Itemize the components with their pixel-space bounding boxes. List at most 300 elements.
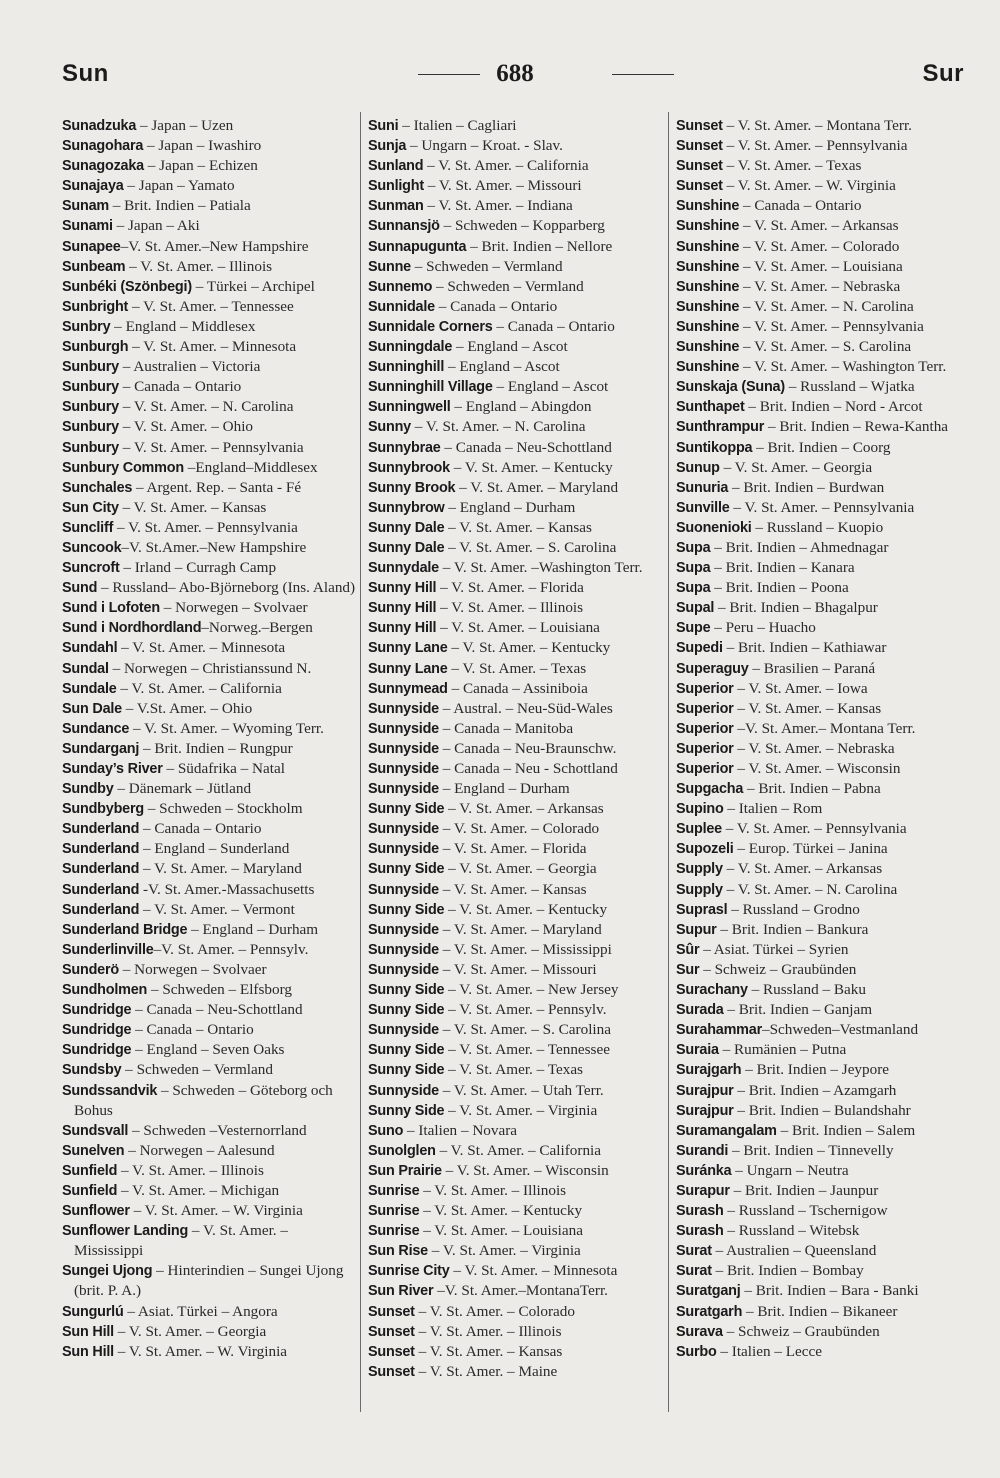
running-head-right: Sur xyxy=(922,60,964,87)
gazetteer-entry xyxy=(62,237,358,257)
entry-location: – V. St. Amer. – New Jersey xyxy=(444,981,619,999)
entry-location: – Brit. Indien – Poona xyxy=(710,579,849,597)
gazetteer-entry xyxy=(368,779,664,799)
entry-location: – V. St. Amer. – Pennsylvania xyxy=(118,438,304,456)
entry-location: – Japan – Uzen xyxy=(136,117,234,134)
entry-location: – Türkei – Archipel xyxy=(191,277,315,295)
entry-term: Supa xyxy=(676,580,711,597)
gazetteer-entry xyxy=(368,337,664,357)
gazetteer-entry xyxy=(62,116,358,136)
entry-location: – Irland – Curragh Camp xyxy=(119,559,277,577)
entry-location: – Brit. Indien – Nellore xyxy=(466,237,613,255)
gazetteer-entry xyxy=(368,1322,664,1342)
entry-term: Sundal xyxy=(62,660,109,677)
gazetteer-entry xyxy=(62,960,358,980)
gazetteer-entry xyxy=(62,880,358,900)
entry-location: – V. St. Amer. – Louisiana xyxy=(419,1222,583,1240)
entry-term: Sunny Side xyxy=(368,901,445,918)
entry-location: – V. St. Amer. – W. Virginia xyxy=(129,1202,303,1220)
gazetteer-entry xyxy=(62,940,358,960)
entry-location: – Italien – Novara xyxy=(403,1121,518,1139)
entry-location: – V. St. Amer. – Texas xyxy=(447,659,587,677)
gazetteer-entry xyxy=(368,638,664,658)
entry-location: – V. St. Amer. – Maryland xyxy=(438,920,602,938)
gazetteer-entry xyxy=(676,1060,972,1080)
entry-location: – Rumänien – Putna xyxy=(718,1041,847,1059)
gazetteer-entry xyxy=(62,216,358,236)
entry-term: Sunami xyxy=(62,218,113,235)
entry-location: – V. St. Amer. – Minnesota xyxy=(449,1262,618,1280)
entry-location: – V. St. Amer. – Florida xyxy=(436,579,584,597)
gazetteer-entry xyxy=(368,116,664,136)
entry-term: Sunnyside xyxy=(368,781,439,798)
entry-term: Sunbury xyxy=(62,359,119,376)
gazetteer-entry xyxy=(368,1302,664,1322)
entry-term: Supgacha xyxy=(676,781,744,798)
entry-location: – V. St. Amer. – Nebraska xyxy=(739,277,901,295)
entry-term: Sun Hill xyxy=(62,1343,114,1360)
entry-location: – V. St. Amer. – Iowa xyxy=(733,679,868,697)
gazetteer-columns xyxy=(58,112,972,1412)
gazetteer-entry xyxy=(62,176,358,196)
entry-term: Sunshine xyxy=(676,258,740,275)
entry-term: Sunny Side xyxy=(368,982,445,999)
entry-term: Supedi xyxy=(676,640,723,657)
gazetteer-entry xyxy=(368,216,664,236)
column-divider xyxy=(360,112,361,1412)
entry-location: – V. St. Amer. – Tennessee xyxy=(444,1041,610,1059)
gazetteer-entry xyxy=(368,940,664,960)
entry-location: – Schweden – Elfsborg xyxy=(147,981,292,999)
column-1 xyxy=(62,116,358,1362)
entry-location: – V. St. Amer. – Texas xyxy=(722,157,862,175)
entry-location: – Canada – Ontario xyxy=(139,820,262,838)
gazetteer-entry xyxy=(676,558,972,578)
entry-term: Sunbury xyxy=(62,419,119,436)
gazetteer-entry xyxy=(676,940,972,960)
entry-term: Sunnyside xyxy=(368,761,439,777)
entry-term: Surava xyxy=(676,1323,723,1340)
gazetteer-entry xyxy=(368,1141,664,1161)
entry-location: – Canada – Ontario xyxy=(434,297,558,315)
entry-location: – Norwegen – Svolvaer xyxy=(159,599,308,617)
entry-location: – Asiat. Türkei – Syrien xyxy=(699,940,849,958)
gazetteer-entry xyxy=(62,417,358,437)
gazetteer-entry xyxy=(676,1261,972,1281)
gazetteer-entry xyxy=(62,277,358,297)
entry-term: Sunchales xyxy=(62,479,133,496)
entry-term: Sunfield xyxy=(62,1182,118,1199)
gazetteer-entry xyxy=(368,739,664,759)
entry-term: Sunset xyxy=(676,178,723,195)
entry-location: – Australien – Victoria xyxy=(118,358,261,376)
gazetteer-entry xyxy=(62,980,358,1000)
gazetteer-entry xyxy=(62,1342,358,1362)
entry-term: Supply xyxy=(676,861,723,878)
gazetteer-entry xyxy=(676,438,972,458)
gazetteer-entry xyxy=(368,136,664,156)
gazetteer-entry xyxy=(676,980,972,1000)
entry-term: Sun Hill xyxy=(62,1323,114,1340)
entry-location: – England – Seven Oaks xyxy=(131,1041,285,1059)
gazetteer-entry xyxy=(676,1141,972,1161)
entry-term: Sunadzuka xyxy=(62,118,137,134)
entry-location: – Brit. Indien – Azamgarh xyxy=(733,1081,897,1099)
entry-term: Sundholmen xyxy=(62,982,148,999)
entry-location: –V. St. Amer.–MontanaTerr. xyxy=(433,1282,608,1300)
gazetteer-entry xyxy=(676,1020,972,1040)
gazetteer-entry xyxy=(676,638,972,658)
entry-location: – V. St. Amer. – Pennsylvania xyxy=(113,518,298,536)
entry-location: – V. St. Amer. – Maryland xyxy=(139,860,302,878)
entry-term: Sunny Side xyxy=(368,1102,445,1119)
gazetteer-entry xyxy=(676,598,972,618)
entry-location: – Schweden –Vesternorrland xyxy=(128,1121,307,1139)
entry-term: Sundridge xyxy=(62,1022,132,1039)
gazetteer-entry xyxy=(368,859,664,879)
entry-term: Sunnyside xyxy=(368,881,439,898)
entry-location: – V. St. Amer. – Minnesota xyxy=(128,338,297,356)
entry-location: – Ungarn – Neutra xyxy=(731,1161,849,1179)
gazetteer-entry xyxy=(62,679,358,699)
entry-location: – Brit. Indien – Nord - Arcot xyxy=(744,398,923,416)
gazetteer-entry xyxy=(676,196,972,216)
gazetteer-entry xyxy=(62,337,358,357)
entry-term: Sunnansjö xyxy=(368,218,440,235)
gazetteer-entry xyxy=(62,458,358,478)
entry-term: Suncroft xyxy=(62,560,120,577)
gazetteer-entry xyxy=(62,1161,358,1181)
entry-term: Sunny Lane xyxy=(368,660,448,677)
entry-location: – Brasilien – Paraná xyxy=(748,659,876,677)
entry-location: – V. St. Amer. – Minnesota xyxy=(117,639,286,657)
gazetteer-entry xyxy=(368,960,664,980)
gazetteer-entry xyxy=(368,1362,664,1382)
gazetteer-entry xyxy=(676,1281,972,1301)
entry-location: – Norwegen – Aalesund xyxy=(124,1141,275,1159)
entry-location: – England – Ascot xyxy=(452,338,568,356)
entry-location: – Canada – Neu - Schottland xyxy=(438,760,618,777)
entry-term: Sunday’s River xyxy=(62,761,163,777)
gazetteer-entry xyxy=(62,397,358,417)
entry-term: Sunelven xyxy=(62,1142,125,1159)
entry-term: Sungei Ujong xyxy=(62,1263,153,1280)
entry-location: – Europ. Türkei – Janina xyxy=(733,840,888,858)
entry-term: Suprasl xyxy=(676,901,728,918)
entry-term: Sundahl xyxy=(62,640,118,657)
entry-term: Sunnyside xyxy=(368,1022,439,1039)
gazetteer-entry xyxy=(368,659,664,679)
entry-location: – Schweden – Vermland xyxy=(432,277,584,295)
gazetteer-entry xyxy=(368,1101,664,1121)
gazetteer-entry xyxy=(676,819,972,839)
entry-term: Sunnyside xyxy=(368,821,439,838)
entry-term: Surahammar xyxy=(676,1022,762,1039)
entry-term: Sunset xyxy=(676,138,723,155)
entry-term: Suncook xyxy=(62,539,122,556)
gazetteer-entry xyxy=(676,1000,972,1020)
entry-term: Sunrise xyxy=(368,1182,420,1199)
gazetteer-entry xyxy=(62,558,358,578)
entry-term: Sunbury xyxy=(62,439,119,456)
gazetteer-entry xyxy=(676,1040,972,1060)
entry-term: Sunnyside xyxy=(368,720,439,737)
entry-term: Sunnemo xyxy=(368,278,433,295)
entry-term: Sunshine xyxy=(676,339,740,356)
entry-term: Supino xyxy=(676,801,724,818)
entry-term: Sunolglen xyxy=(368,1142,436,1159)
entry-location: – V. St. Amer. – Illinois xyxy=(414,1322,562,1340)
entry-term: Sunland xyxy=(368,158,424,175)
entry-location: – Austral. – Neu-Süd-Wales xyxy=(438,699,613,717)
gazetteer-entry xyxy=(368,417,664,437)
gazetteer-entry xyxy=(62,1000,358,1020)
entry-term: Sunderland xyxy=(62,901,140,918)
entry-location: – V. St. Amer. – Pennsylvania xyxy=(721,820,907,838)
entry-location: – V. St. Amer. – Kentucky xyxy=(447,639,611,657)
entry-term: Sûr xyxy=(676,941,700,958)
entry-location: – V. St. Amer. – Kansas xyxy=(438,880,587,898)
entry-location: – V. St. Amer. – Florida xyxy=(438,840,587,858)
entry-term: Sundridge xyxy=(62,1042,132,1059)
gazetteer-entry xyxy=(676,799,972,819)
entry-term: Sun River xyxy=(368,1283,434,1300)
entry-term: Sund i Lofoten xyxy=(62,600,160,617)
entry-location: – Brit. Indien – Patiala xyxy=(108,197,251,215)
gazetteer-entry xyxy=(676,317,972,337)
entry-term: Sunshine xyxy=(676,318,740,335)
entry-term: Sunnyside xyxy=(368,740,439,757)
gazetteer-entry xyxy=(62,739,358,759)
gazetteer-entry xyxy=(368,1040,664,1060)
entry-term: Sunny Side xyxy=(368,1002,445,1019)
gazetteer-entry xyxy=(676,1241,972,1261)
entry-term: Sunne xyxy=(368,258,411,275)
entry-location: – Brit. Indien – Bikaneer xyxy=(742,1302,898,1320)
gazetteer-entry xyxy=(62,317,358,337)
entry-term: Supply xyxy=(676,881,723,898)
entry-term: Sunderland xyxy=(62,821,140,838)
entry-location: – Schweden – Kopparberg xyxy=(439,217,605,235)
entry-term: Sunshine xyxy=(676,238,740,255)
entry-location: – Australien – Queensland xyxy=(711,1242,877,1260)
gazetteer-entry xyxy=(62,839,358,859)
entry-location: – Brit. Indien – Kanara xyxy=(710,559,855,577)
gazetteer-entry xyxy=(368,759,664,779)
gazetteer-entry xyxy=(62,156,358,176)
gazetteer-entry xyxy=(368,980,664,1000)
entry-term: Surajpur xyxy=(676,1102,734,1119)
entry-location: – V. St. Amer. – Kansas xyxy=(444,518,592,536)
gazetteer-entry xyxy=(368,578,664,598)
entry-term: Surandi xyxy=(676,1142,729,1159)
entry-location: – Japan – Echizen xyxy=(143,157,258,175)
entry-term: Sunthrampur xyxy=(676,419,765,436)
entry-term: Sund xyxy=(62,580,98,597)
entry-location: – V. St. Amer. – Pennsylvania xyxy=(729,498,915,516)
entry-term: Sunnapugunta xyxy=(368,238,467,255)
gazetteer-entry xyxy=(62,638,358,658)
entry-term: Sunrise xyxy=(368,1203,420,1220)
gazetteer-entry xyxy=(368,397,664,417)
gazetteer-entry xyxy=(62,719,358,739)
entry-location: – V. St. Amer. – N. Carolina xyxy=(739,297,914,315)
gazetteer-entry xyxy=(368,1060,664,1080)
entry-term: Sunny Hill xyxy=(368,620,437,637)
entry-term: Sunshine xyxy=(676,298,740,315)
entry-location: –V. St. Amer. – Pennsylv. xyxy=(153,940,309,958)
gazetteer-entry xyxy=(676,759,972,779)
gazetteer-entry xyxy=(368,1161,664,1181)
gazetteer-entry xyxy=(676,679,972,699)
gazetteer-entry xyxy=(62,1322,358,1342)
gazetteer-entry xyxy=(62,518,358,538)
entry-location: – V. St. Amer. – N. Carolina xyxy=(118,398,294,416)
gazetteer-entry xyxy=(368,799,664,819)
entry-term: Sundbyberg xyxy=(62,801,144,818)
entry-term: Superior xyxy=(676,761,734,777)
gazetteer-entry xyxy=(676,518,972,538)
entry-term: Sunnidale Corners xyxy=(368,318,493,335)
gazetteer-entry xyxy=(676,779,972,799)
entry-location: – V. St. Amer. – Utah Terr. xyxy=(438,1081,604,1099)
entry-term: Surapur xyxy=(676,1182,730,1199)
gazetteer-entry xyxy=(676,739,972,759)
gazetteer-entry xyxy=(62,498,358,518)
entry-term: Sundsby xyxy=(62,1062,122,1079)
entry-location: – Brit. Indien – Ganjam xyxy=(723,1001,873,1019)
column-3 xyxy=(676,116,972,1362)
gazetteer-entry xyxy=(62,1221,358,1261)
entry-term: Sundarganj xyxy=(62,740,140,757)
gazetteer-entry xyxy=(62,1201,358,1221)
entry-term: Sunflower xyxy=(62,1203,130,1220)
entry-location: – V. St. Amer. – Texas xyxy=(444,1061,583,1079)
gazetteer-entry xyxy=(368,196,664,216)
gazetteer-entry xyxy=(62,357,358,377)
entry-location: – V. St. Amer. – Pennsylv. xyxy=(444,1001,607,1019)
entry-location: -V. St. Amer.-Massachusetts xyxy=(139,880,315,898)
entry-location: – V. St. Amer. – Montana Terr. xyxy=(722,117,912,134)
entry-location: – Russland – Kuopio xyxy=(751,518,884,536)
gazetteer-entry xyxy=(368,699,664,719)
entry-term: Sunshine xyxy=(676,218,740,235)
entry-location: – Brit. Indien – Bara - Banki xyxy=(740,1282,919,1300)
gazetteer-entry xyxy=(368,880,664,900)
running-head-left: Sun xyxy=(62,60,109,87)
gazetteer-entry xyxy=(676,880,972,900)
entry-location: – Italien – Cagliari xyxy=(398,117,517,134)
gazetteer-entry xyxy=(62,759,358,779)
entry-term: Sundssandvik xyxy=(62,1082,158,1099)
gazetteer-entry xyxy=(676,498,972,518)
entry-location: – Asiat. Türkei – Angora xyxy=(123,1302,278,1320)
entry-term: Surash xyxy=(676,1223,724,1240)
entry-term: Sunshine xyxy=(676,359,740,376)
entry-term: Sunnydale xyxy=(368,560,439,577)
entry-term: Sunrise City xyxy=(368,1263,450,1280)
entry-term: Surachany xyxy=(676,982,748,999)
entry-location: – Russland– Abo-Björneborg (Ins. Aland) xyxy=(97,579,356,597)
gazetteer-entry xyxy=(368,277,664,297)
entry-term: Surat xyxy=(676,1243,712,1260)
entry-location: – V. St. Amer. – W. Virginia xyxy=(722,177,896,195)
gazetteer-entry xyxy=(368,719,664,739)
entry-location: – V. St. Amer. – California xyxy=(116,679,282,697)
gazetteer-entry xyxy=(62,900,358,920)
gazetteer-entry xyxy=(676,337,972,357)
entry-location: – V. St. Amer. – Vermont xyxy=(139,900,295,918)
entry-location: – Canada – Ontario xyxy=(131,1021,254,1039)
entry-location: – England – Ascot xyxy=(444,358,560,376)
entry-location: – V. St. Amer. – Pennsylvania xyxy=(739,317,924,335)
entry-term: Suntikoppa xyxy=(676,439,753,456)
entry-location: – V. St. Amer. – Arkansas xyxy=(722,860,883,878)
entry-term: Superior xyxy=(676,740,734,757)
entry-location: – V. St. Amer. – California xyxy=(435,1141,602,1159)
entry-term: Sunderland xyxy=(62,881,140,898)
entry-location: – Russland – Witebsk xyxy=(723,1222,860,1240)
gazetteer-entry xyxy=(676,277,972,297)
gazetteer-entry xyxy=(368,518,664,538)
gazetteer-entry xyxy=(368,176,664,196)
entry-location: – England – Durham xyxy=(438,780,570,798)
entry-location: – Russland – Baku xyxy=(747,981,866,999)
entry-term: Sunset xyxy=(368,1303,415,1320)
entry-location: – Brit. Indien – Salem xyxy=(776,1121,916,1139)
entry-location: – England – Ascot xyxy=(492,378,609,396)
entry-location: – V. St. Amer. – Tennessee xyxy=(128,297,294,315)
entry-location: – Italien – Rom xyxy=(723,800,823,818)
gazetteer-entry xyxy=(368,1241,664,1261)
entry-term: Sunnyside xyxy=(368,921,439,938)
entry-location: – V. St. Amer. – Missouri xyxy=(438,960,597,978)
entry-location: – V. St. Amer. – Wisconsin xyxy=(441,1161,609,1179)
gazetteer-entry xyxy=(368,1201,664,1221)
gazetteer-entry xyxy=(62,478,358,498)
entry-location: – Südafrika – Natal xyxy=(162,760,285,777)
entry-term: Sundridge xyxy=(62,1002,132,1019)
entry-term: Sur xyxy=(676,961,700,978)
entry-location: – Brit. Indien – Rungpur xyxy=(139,739,293,757)
entry-term: Sunderö xyxy=(62,961,119,978)
entry-term: Sundby xyxy=(62,781,114,798)
gazetteer-entry xyxy=(368,357,664,377)
gazetteer-entry xyxy=(368,498,664,518)
entry-location: –V. St.Amer.–New Hampshire xyxy=(121,538,307,556)
entry-term: Sunbeam xyxy=(62,258,126,275)
entry-term: Sungurlú xyxy=(62,1303,124,1320)
gazetteer-entry xyxy=(676,176,972,196)
gazetteer-entry xyxy=(368,1081,664,1101)
entry-location: – Russland – Wjatka xyxy=(784,378,915,396)
gazetteer-entry xyxy=(62,1181,358,1201)
entry-term: Sun Dale xyxy=(62,700,122,717)
gazetteer-entry xyxy=(368,1221,664,1241)
entry-term: Suncliff xyxy=(62,519,114,536)
gazetteer-entry xyxy=(368,618,664,638)
entry-location: – V. St. Amer. – Kentucky xyxy=(449,458,613,476)
gazetteer-entry xyxy=(676,478,972,498)
header-rule-right xyxy=(612,74,674,75)
gazetteer-entry xyxy=(368,839,664,859)
entry-location: – V. St. Amer. – Nebraska xyxy=(733,739,895,757)
gazetteer-entry xyxy=(676,1121,972,1141)
entry-term: Sunlight xyxy=(368,178,424,195)
entry-location: – Brit. Indien – Burdwan xyxy=(728,478,885,496)
entry-term: Sunnybrae xyxy=(368,439,441,456)
gazetteer-entry xyxy=(368,297,664,317)
